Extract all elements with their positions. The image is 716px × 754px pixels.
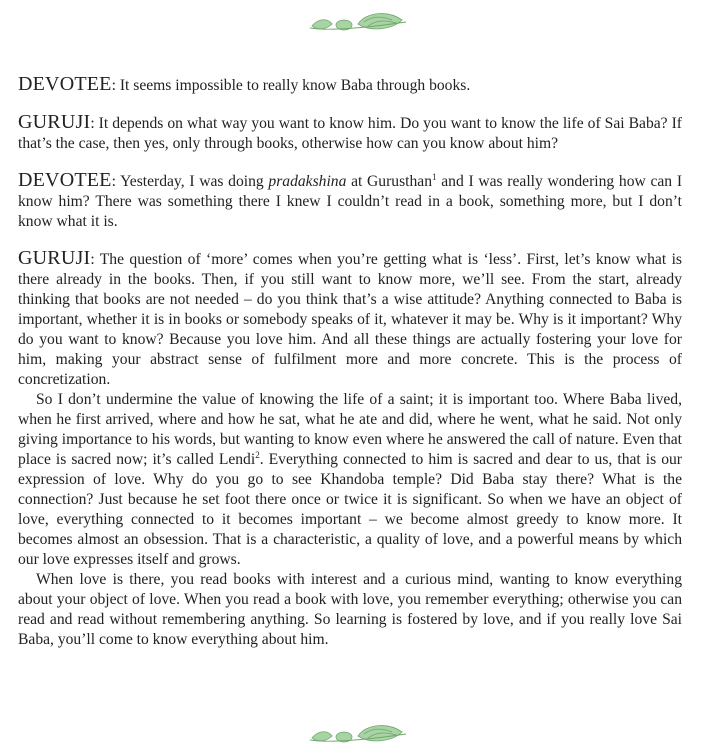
paragraph-text: When love is there, you read books with interest and a curious mind, wanting to know everything about your object of love. When you read a book with love, you remember everything; otherwise you can read and read without remembering anything. So learning is fostered by love, and if you really love Sai Baba, you’ll come to know everything about him.: [18, 571, 682, 648]
dialogue-paragraph: [18, 112, 682, 154]
paragraph-text: So I don’t undermine the value of knowing the life of a saint; it is important too. Where Baba lived, when he first arrived, where and how he sat, what he ate and did, where he went, what he said. Not only giving importance to his words, but wanting to know even where he answered the call of nature. Even that place is sacred now; it’s called Lendi: [18, 391, 682, 468]
speaker-label: GURUJI: [18, 111, 91, 133]
body-paragraph: [18, 390, 682, 570]
speaker-label: DEVOTEE: [18, 73, 112, 95]
dialogue-paragraph: [18, 170, 682, 232]
paragraph-text: and I was really wondering how can I know him? There was something there I knew I couldn’t read in a book, something more, but I don’t know what it is.: [18, 173, 683, 230]
speaker-label: GURUJI: [18, 247, 91, 269]
footnote-ref[interactable]: 1: [432, 171, 437, 182]
leaf-vine-ornament-icon: [308, 8, 408, 34]
paragraph-text: . Everything connected to him is sacred and dear to us, that is our expression of love. Why do you go to see Khandoba temple? Did Baba stay there? What is the connection? Just because he set foot there once or twice it is significant. So when we have an object of love, everything connected to it becomes important – we become almost greedy to know more. It becomes almost an obsession. That is a characteristic, a quality of love, and a powerful means by which our love expresses itself and grows.: [18, 451, 683, 568]
dialogue-paragraph: [18, 248, 682, 390]
article-body: [18, 74, 682, 650]
dialogue-paragraph: [18, 74, 682, 96]
paragraph-text: : The question of ‘more’ comes when you’re getting what is ‘less’. First, let’s know what is there already in the books. Then, if you still want to know more, we’ll see. From the start, already thinking that books are not needed – do you think that’s a wise attitude? Anything connected to Baba is important, whether it is in books or somebody speaks of it, whatever it may be. Why is it important? Why do you want to know? Because you love him. And all these things are actually fostering your love for him, making your abstract sense of fulfilment more and more concrete. This is the process of concretization.: [18, 251, 682, 388]
leaf-vine-ornament-icon: [308, 722, 408, 748]
paragraph-text: : It depends on what way you want to know him. Do you want to know the life of Sai Baba? If that’s the case, then yes, only through books, otherwise how can you know about him?: [18, 115, 682, 152]
speaker-label: DEVOTEE: [18, 169, 112, 191]
footnote-ref[interactable]: 2: [255, 449, 260, 460]
paragraph-text: : Yesterday, I was doing: [111, 173, 269, 190]
italic-term: pradakshina: [268, 173, 347, 190]
body-paragraph: [18, 570, 682, 650]
paragraph-text: : It seems impossible to really know Baba through books.: [111, 77, 471, 94]
paragraph-text: at Gurusthan: [346, 173, 433, 190]
